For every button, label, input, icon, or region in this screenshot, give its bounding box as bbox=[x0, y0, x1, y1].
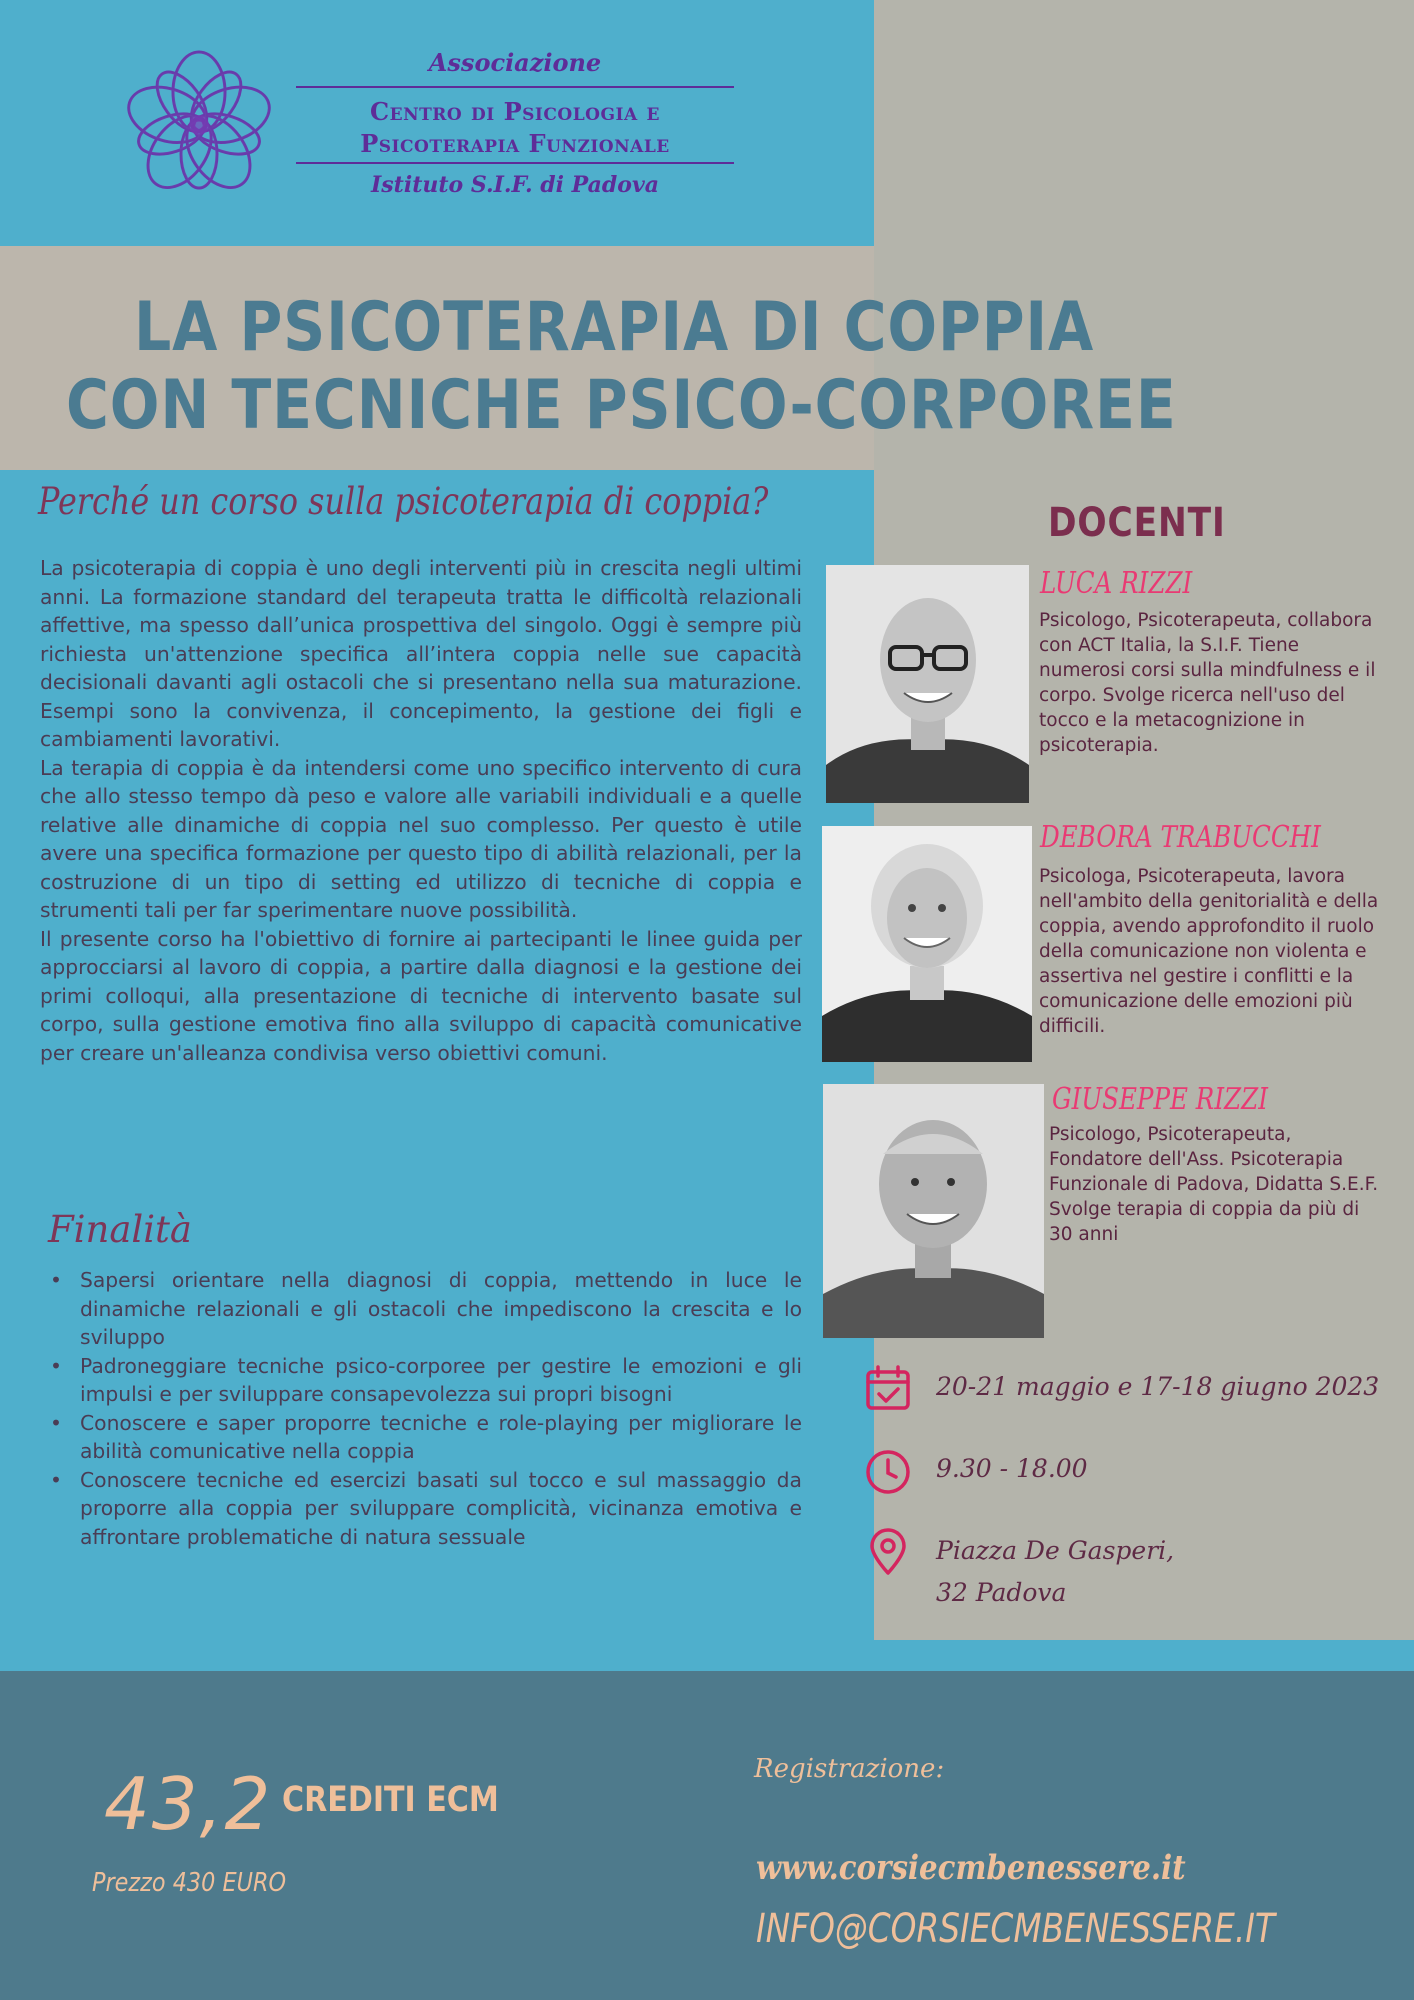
goals-list bbox=[40, 1266, 802, 1551]
logo-divider-top bbox=[296, 86, 734, 88]
goals-heading: Finalità bbox=[48, 1208, 192, 1251]
event-date: 20-21 maggio e 17-18 giugno 2023 bbox=[936, 1372, 1380, 1401]
logo-name-line1: Centro di Psicologia e bbox=[370, 97, 660, 126]
teacher-description: Psicologo, Psicoterapeuta, collabora con ACT Italia, la S.I.F. Tiene numerosi corsi sulla mindfulness e il corpo. Svolge ricerca nell'uso del tocco e la metacognizione in psicoterapia. bbox=[1039, 610, 1376, 756]
flower-logo-icon bbox=[124, 50, 274, 200]
logo-center-name bbox=[296, 96, 734, 160]
why-heading: Perché un corso sulla psicoterapia di coppia? bbox=[38, 480, 769, 523]
registration-website-link[interactable]: www.corsiecmbenessere.it bbox=[756, 1848, 1186, 1888]
clock-icon bbox=[864, 1448, 912, 1496]
teacher-photo-debora-trabucchi bbox=[822, 826, 1032, 1062]
event-place-line2: 32 Padova bbox=[936, 1578, 1067, 1607]
main-title-line1: LA PSICOTERAPIA DI COPPIA bbox=[134, 288, 1095, 367]
list-item: • Conoscere tecniche ed esercizi basati sul tocco e sul massaggio da proporre alla coppia per sviluppare complicità, vicinanza emotiva e affrontare problematiche di natura sessuale bbox=[40, 1466, 802, 1552]
intro-paragraph-1: La psicoterapia di coppia è uno degli interventi più in crescita negli ultimi anni. La formazione standard del terapeuta tratta le difficoltà relazionali affettive, ma spesso dall’unica prospettiva del singolo. Oggi è sempre più richiesta un'attenzione specifica all’intera coppia nelle sue capacità decisionali davanti agli ostacoli che si presentano nella sua maturazione. Esempi sono la convivenza, il concepimento, la gestione dei figli e cambiamenti lavorativi. bbox=[40, 556, 802, 751]
teacher-description: Psicologa, Psicoterapeuta, lavora nell'ambito della genitorialità e della coppia, avendo approfondito il ruolo della comunicazione non violenta e assertiva nel gestire i conflitti e la comunicazione delle emozioni più difficili. bbox=[1039, 866, 1379, 1037]
ecm-credits-number: 43,2 bbox=[104, 1762, 273, 1846]
registration-email-link[interactable]: INFO@CORSIECMBENESSERE.IT bbox=[756, 1906, 1275, 1952]
logo-name-line2: Psicoterapia Funzionale bbox=[360, 129, 670, 158]
list-item: • Padroneggiare tecniche psico-corporee per gestire le emozioni e gli impulsi e per sviluppare consapevolezza sui propri bisogni bbox=[40, 1352, 802, 1409]
list-item: • Conoscere e saper proporre tecniche e role-playing per migliorare le abilità comunicative nella coppia bbox=[40, 1409, 802, 1466]
teacher-photo-luca-rizzi bbox=[826, 565, 1029, 803]
course-price: Prezzo 430 EURO bbox=[92, 1868, 287, 1898]
intro-paragraph-3: Il presente corso ha l'obiettivo di fornire ai partecipanti le linee guida per approcciarsi al lavoro di coppia, a partire dalla diagnosi e la gestione dei primi colloqui, alla presentazione di tecniche di intervento basate sul corpo, sulla gestione emotiva fino alla sviluppo di capacità comunicative per creare un'alleanza condivisa verso obiettivi comuni. bbox=[40, 926, 802, 1065]
main-title-line2: CON TECNICHE PSICO-CORPOREE bbox=[66, 366, 1177, 445]
teacher-photo-giuseppe-rizzi bbox=[823, 1084, 1044, 1338]
teacher-description: Psicologo, Psicoterapeuta, Fondatore dell'Ass. Psicoterapia Funzionale di Padova, Didatta S.E.F. Svolge terapia di coppia da più di 30 anni bbox=[1049, 1124, 1379, 1245]
calendar-icon bbox=[864, 1364, 912, 1412]
location-pin-icon bbox=[864, 1528, 912, 1576]
intro-paragraph-2: La terapia di coppia è da intendersi come uno specifico intervento di cura che allo stesso tempo dà peso e valore alle variabili individuali e a quelle relative alle dinamiche di coppia nel suo complesso. Per questo è utile avere una specifica formazione per questo tipo di abilità relazionali, per la costruzione di un tipo di setting ed utilizzo di tecniche di coppia e strumenti tali per far sperimentare nuove possibilità. bbox=[40, 755, 802, 922]
teacher-name: DEBORA TRABUCCHI bbox=[1040, 820, 1321, 855]
intro-text bbox=[40, 554, 802, 1067]
teacher-name: LUCA RIZZI bbox=[1040, 566, 1193, 601]
ecm-credits-label: CREDITI ECM bbox=[282, 1780, 499, 1820]
registration-label: Registrazione: bbox=[754, 1754, 945, 1784]
teacher-name: GIUSEPPE RIZZI bbox=[1052, 1082, 1268, 1117]
logo-association: Associazione bbox=[428, 48, 602, 77]
event-time: 9.30 - 18.00 bbox=[936, 1454, 1088, 1483]
teachers-heading: DOCENTI bbox=[1048, 500, 1226, 546]
list-item: • Sapersi orientare nella diagnosi di coppia, mettendo in luce le dinamiche relazionali e gli ostacoli che impediscono la crescita e lo sviluppo bbox=[40, 1266, 802, 1352]
event-place-line1: Piazza De Gasperi, bbox=[936, 1536, 1175, 1565]
logo-institute: Istituto S.I.F. di Padova bbox=[371, 172, 659, 198]
logo-divider-bottom bbox=[296, 162, 734, 164]
